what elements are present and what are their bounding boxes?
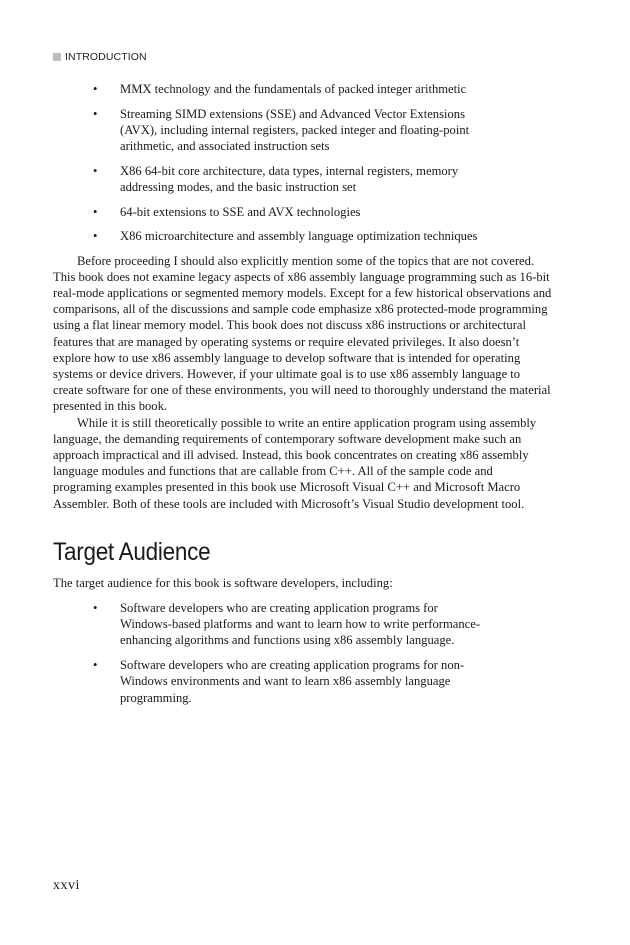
bullet-icon: •	[93, 601, 98, 616]
section-heading: Target Audience	[53, 537, 211, 566]
topics-bullet-list	[53, 81, 553, 245]
bullet-icon: •	[93, 163, 98, 178]
page-number: xxvi	[53, 878, 80, 893]
bullet-icon: •	[93, 106, 98, 121]
list-item-text: MMX technology and the fundamentals of packed integer arithmetic	[120, 82, 467, 96]
bullet-icon: •	[93, 229, 98, 244]
list-item-text: Software developers who are creating application programs for non-Windows environments and want to learn x86 assembly language programming.	[120, 658, 465, 705]
list-item	[53, 600, 490, 649]
body-paragraph-cpp-focus: While it is still theoretically possible to write an entire application program using assembly language, the demanding requirements of contemporary software development make such an approach impractical and ill advised. Instead, this book concentrates on creating x86 assembly language modules and functions that are callable from C++. All of the sample code and programing examples presented in this book use Microsoft Visual C++ and Microsoft Macro Assembler. Both of these tools are included with Microsoft’s Visual Studio development tool.	[53, 415, 537, 511]
list-item-text: Streaming SIMD extensions (SSE) and Advanced Vector Extensions (AVX), including internal registers, packed integer and floating-point arithmetic, and associated instruction sets	[120, 106, 470, 154]
list-item-text: X86 microarchitecture and assembly language optimization techniques	[120, 229, 478, 244]
list-item-text: X86 64-bit core architecture, data types, internal registers, memory addressing modes, and the basic instruction set	[120, 163, 459, 195]
list-item	[53, 204, 490, 220]
list-item	[53, 106, 490, 155]
list-item	[53, 81, 490, 97]
page-content	[53, 81, 553, 714]
list-item	[53, 228, 490, 244]
list-item	[53, 657, 490, 706]
list-item-text: Software developers who are creating application programs for Windows-based platforms and want to learn how to write performance-enhancing algorithms and functions using x86 assembly language.	[120, 601, 481, 648]
list-item-text: 64-bit extensions to SSE and AVX technologies	[120, 204, 361, 219]
bullet-icon: •	[93, 658, 98, 673]
section-intro: The target audience for this book is software developers, including:	[53, 575, 393, 590]
running-head	[53, 51, 147, 63]
list-item	[53, 163, 490, 195]
bullet-icon: •	[93, 82, 98, 96]
running-head-label: INTRODUCTION	[65, 51, 147, 63]
audience-bullet-list	[53, 600, 553, 706]
bullet-icon: •	[93, 204, 98, 219]
running-head-square-icon	[53, 53, 61, 61]
body-paragraph-topics-not-covered: Before proceeding I should also explicitly mention some of the topics that are not covered. This book does not examine legacy aspects of x86 assembly language programming such as 16-bit real-mode applications or segmented memory models. Except for a few historical observations and comparisons, all of the discussions and sample code emphasize x86 protected-mode programming using a flat linear memory model. This book does not discuss x86 instructions or architectural features that are managed by operating systems or require elevated privileges. It also doesn’t explore how to use x86 assembly language to develop software that is intended for operating systems or device drivers. However, if your ultimate goal is to use x86 assembly language to create software for one of these environments, you will need to thoroughly understand the material presented in this book.	[53, 253, 552, 414]
